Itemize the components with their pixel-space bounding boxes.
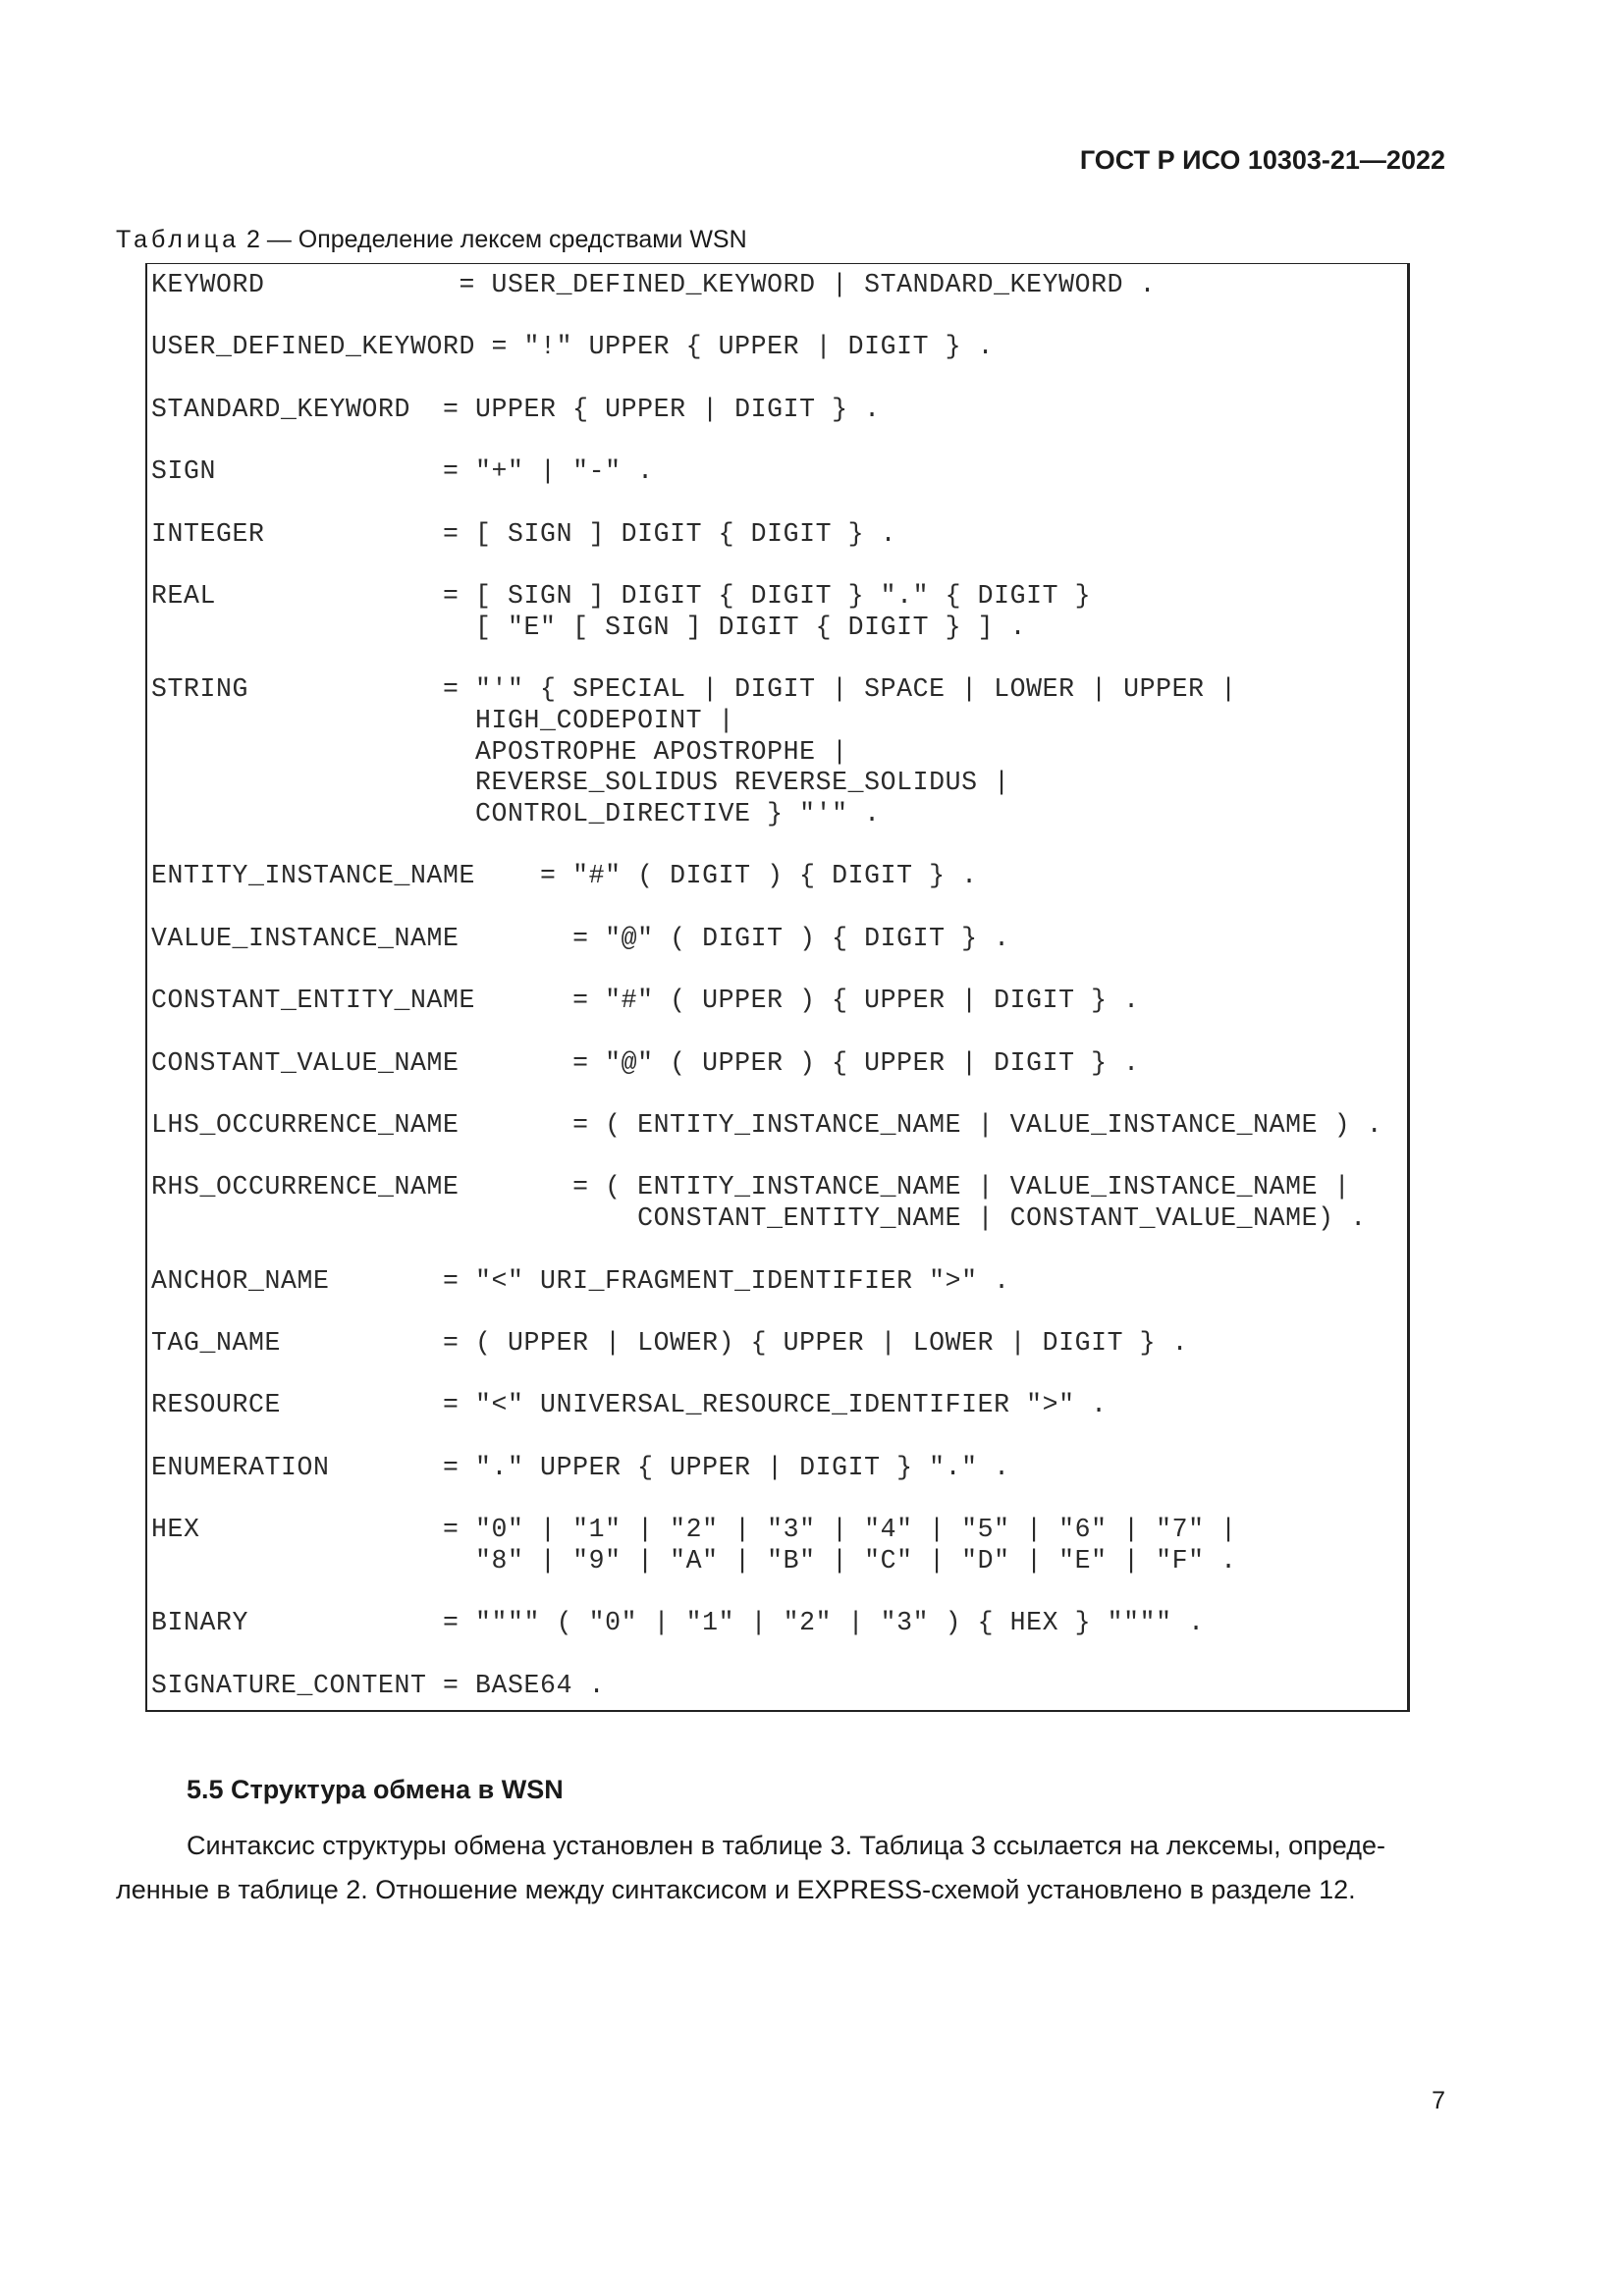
table-caption-label: Таблица [116, 226, 241, 253]
page-number: 7 [1432, 2087, 1445, 2114]
table-caption-text: 2 — Определение лексем средствами WSN [240, 226, 747, 253]
wsn-token-definitions: KEYWORD = USER_DEFINED_KEYWORD | STANDARD_KEYWORD . USER_DEFINED_KEYWORD = "!" UPPER { UPPER | DIGIT } . STANDARD_KEYWORD = UPPER { UPPER | DIGIT } . SIGN = "+" | "-" . INTEGER = [ SIGN ] DIGIT { DIGIT } . REAL = [ SIGN ] DIGIT { DIGIT } "." { DIGIT } [ "E" [ SIGN ] DIGIT { DIGIT } ] . STRING = "'" { SPECIAL | DIGIT | SPACE | LOWER | UPPER | HIGH_CODEPOINT | APOSTROPHE APOSTROPHE | REVERSE_SOLIDUS REVERSE_SOLIDUS | CONTROL_DIRECTIVE } "'" . ENTITY_INSTANCE_NAME = "#" ( DIGIT ) { DIGIT } . VALUE_INSTANCE_NAME = "@" ( DIGIT ) { DIGIT } . CONSTANT_ENTITY_NAME = "#" ( UPPER ) { UPPER | DIGIT } . CONSTANT_VALUE_NAME = "@" ( UPPER ) { UPPER | DIGIT } . LHS_OCCURRENCE_NAME = ( ENTITY_INSTANCE_NAME | VALUE_INSTANCE_NAME ) . RHS_OCCURRENCE_NAME = ( ENTITY_INSTANCE_NAME | VALUE_INSTANCE_NAME | CONSTANT_ENTITY_NAME | CONSTANT_VALUE_NAME) . ANCHOR_NAME = "<" URI_FRAGMENT_IDENTIFIER ">" . TAG_NAME = ( UPPER | LOWER) { UPPER | LOWER | DIGIT } . RESOURCE = "<" UNIVERSAL_RESOURCE_IDENTIFIER ">" . ENUMERATION = "." UPPER { UPPER | DIGIT } "." . HEX = "0" | "1" | "2" | "3" | "4" | "5" | "6" | "7" | "8" | "9" | "A" | "B" | "C" | "D" | "E" | "F" . BINARY = """" ( "0" | "1" | "2" | "3" ) { HEX } """" . SIGNATURE_CONTENT = BASE64 . [151, 270, 1383, 1700]
paragraph-line-1: Синтаксис структуры обмена установлен в таблице 3. Таблица 3 ссылается на лексемы, опреде- [187, 1831, 1385, 1860]
wsn-definition-table [145, 263, 1410, 1712]
section-paragraph [116, 1824, 1445, 1912]
table-caption [116, 226, 747, 254]
section-title: 5.5 Структура обмена в WSN [187, 1775, 564, 1804]
document-id-header: ГОСТ Р ИСО 10303-21—2022 [1079, 145, 1445, 175]
paragraph-line-2: ленные в таблице 2. Отношение между синтаксисом и EXPRESS-схемой установлено в разделе 12. [116, 1875, 1356, 1904]
